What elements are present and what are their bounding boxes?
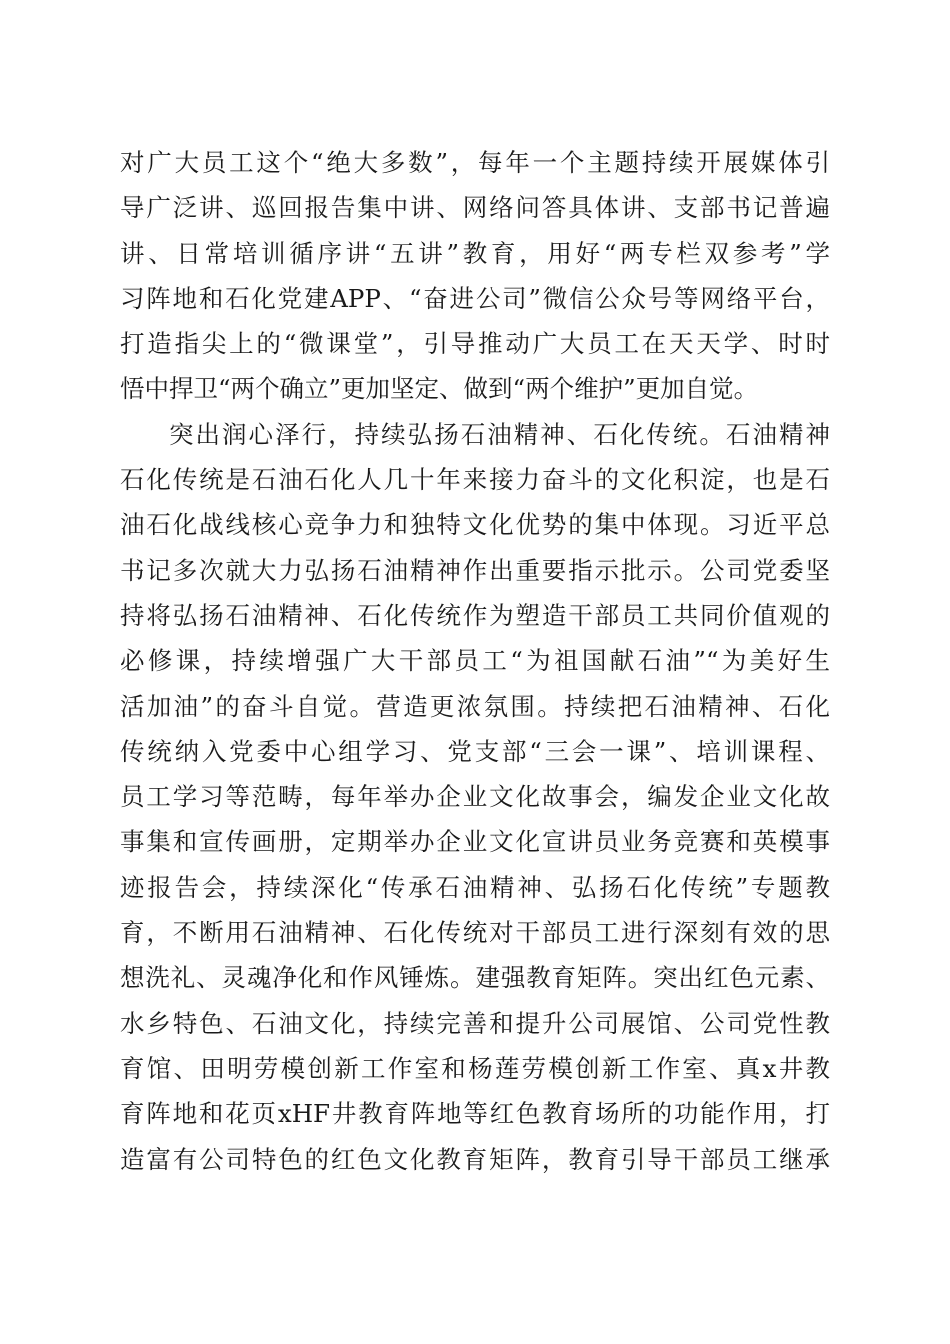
text-line: 突出润心泽行，持续弘扬石油精神、石化传统。石油精神: [169, 419, 830, 449]
text-line: 员工学习等范畴，每年举办企业文化故事会，编发企业文化故: [120, 782, 830, 812]
text-line: 迹报告会，持续深化“传承石油精神、弘扬石化传统”专题教: [120, 872, 830, 902]
text-line: 悟中捍卫“两个确立”更加坚定、做到“两个维护”更加自觉。: [120, 374, 759, 404]
text-line: 打造指尖上的“微课堂”，引导推动广大员工在天天学、时时: [120, 329, 830, 359]
text-line: 持将弘扬石油精神、石化传统作为塑造干部员工共同价值观的: [120, 600, 830, 630]
text-line: 传统纳入党委中心组学习、党支部“三会一课”、培训课程、: [120, 736, 830, 766]
text-line: 讲、日常培训循序讲“五讲”教育，用好“两专栏双参考”学: [120, 238, 830, 268]
text-line: 油石化战线核心竞争力和独特文化优势的集中体现。习近平总: [120, 510, 830, 540]
text-line: 必修课，持续增强广大干部员工“为祖国献石油”“为美好生: [120, 646, 830, 676]
text-line: 导广泛讲、巡回报告集中讲、网络问答具体讲、支部书记普遍: [120, 193, 830, 223]
text-line: 事集和宣传画册，定期举办企业文化宣讲员业务竞赛和英模事: [120, 827, 830, 857]
text-line: 石化传统是石油石化人几十年来接力奋斗的文化积淀，也是石: [120, 465, 830, 495]
text-line: 对广大员工这个“绝大多数”，每年一个主题持续开展媒体引: [120, 148, 830, 177]
text-line: 想洗礼、灵魂净化和作风锤炼。建强教育矩阵。突出红色元素、: [120, 963, 830, 993]
text-line: 造富有公司特色的红色文化教育矩阵，教育引导干部员工继承: [120, 1144, 830, 1174]
text-line: 水乡特色、石油文化，持续完善和提升公司展馆、公司党性教: [120, 1008, 830, 1038]
text-line: 育，不断用石油精神、石化传统对干部员工进行深刻有效的思: [120, 918, 830, 948]
text-line: 育阵地和花页xHF井教育阵地等红色教育场所的功能作用，打: [120, 1099, 830, 1129]
text-line: 育馆、田明劳模创新工作室和杨莲劳模创新工作室、真x井教: [120, 1053, 830, 1083]
text-line: 习阵地和石化党建APP、“奋进公司”微信公众号等网络平台，: [120, 283, 830, 313]
paragraph-1: [120, 140, 830, 412]
body-text: [120, 140, 830, 1182]
paragraph-2: [120, 412, 830, 1182]
text-line: 活加油”的奋斗自觉。营造更浓氛围。持续把石油精神、石化: [120, 691, 830, 721]
text-line: 书记多次就大力弘扬石油精神作出重要指示批示。公司党委坚: [120, 555, 830, 585]
